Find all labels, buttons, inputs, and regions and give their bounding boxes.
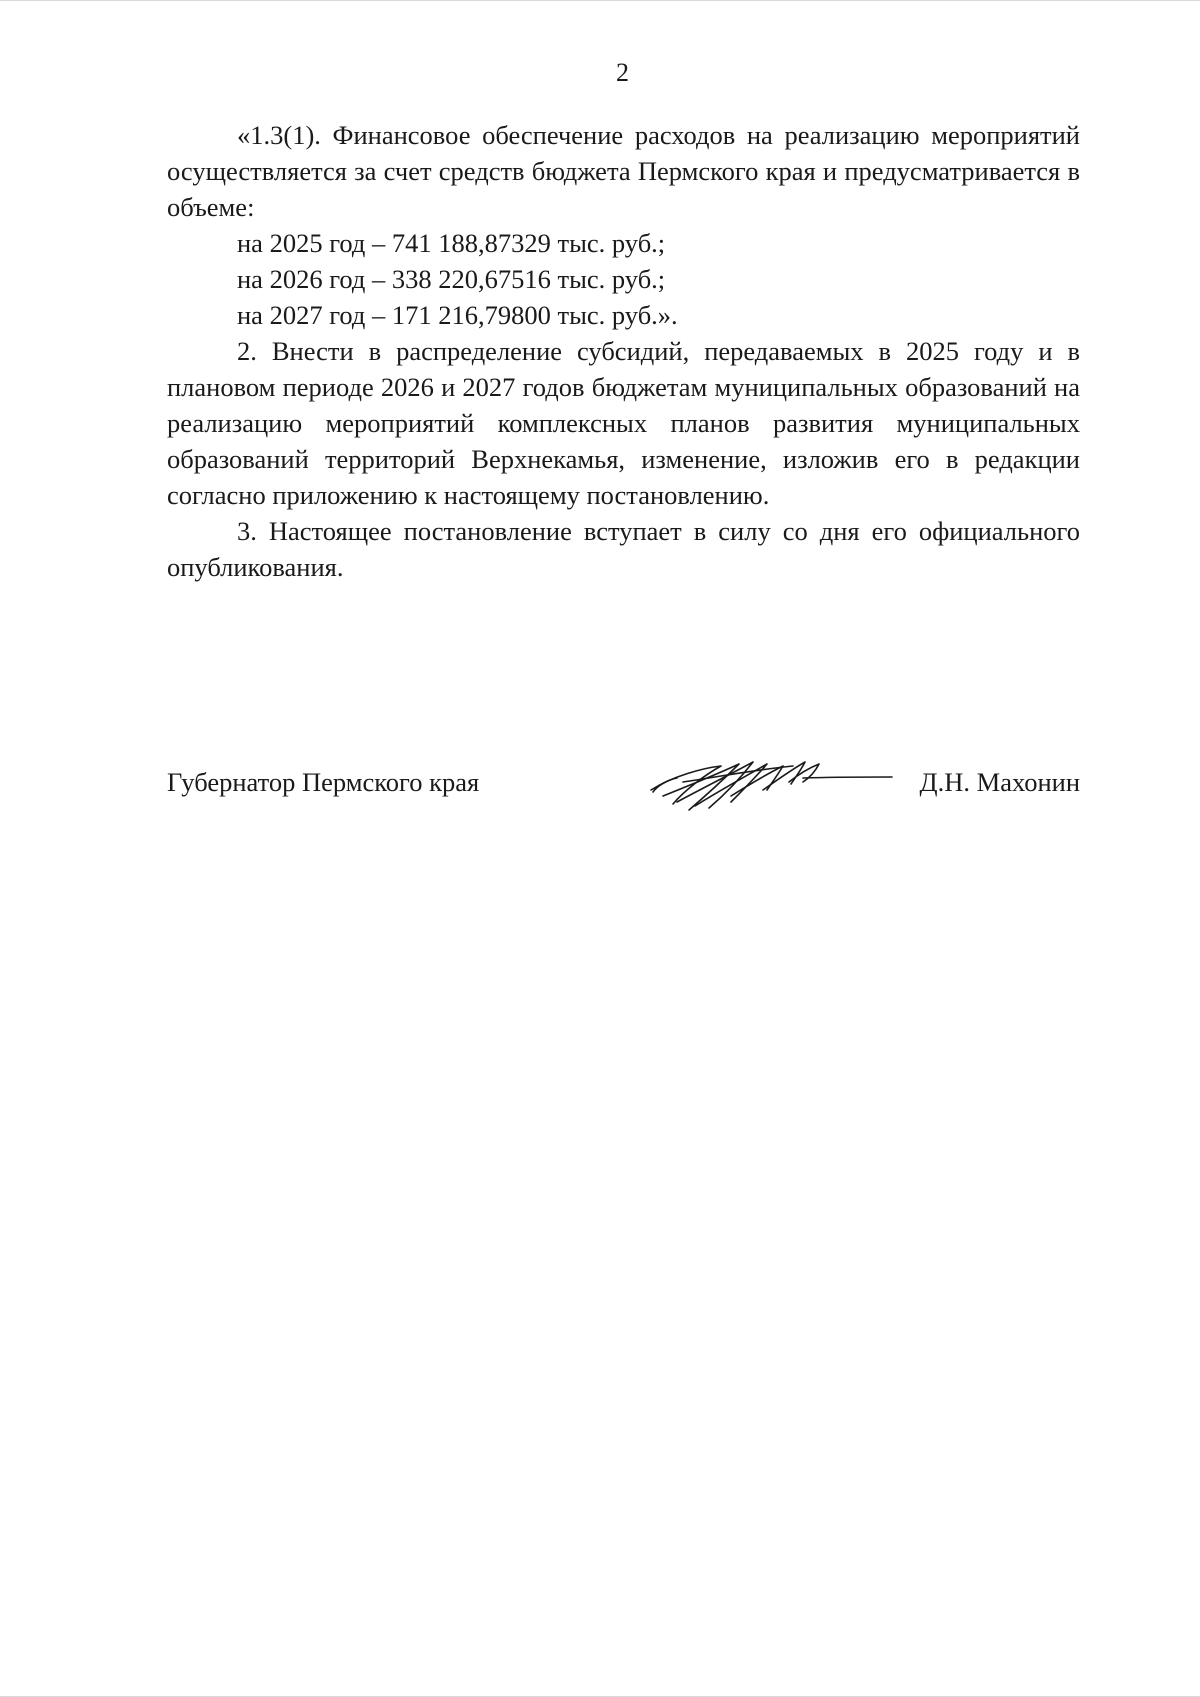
paragraph-2: 2. Внести в распределение субсидий, передаваемых в 2025 году и в плановом периоде 2026 и 2027 годов бюджетам муниципальных образований на реализацию мероприятий комплексных планов развития муниципальных образований территорий Верхнекамья, изменение, изложив его в редакции согласно приложению к настоящему постановлению. xyxy=(167,336,1080,510)
page-number: 2 xyxy=(616,58,629,87)
signatory-position: Губернатор Пермского края xyxy=(167,767,480,797)
document-body xyxy=(167,117,1080,585)
funding-line-2026: на 2026 год – 338 220,67516 тыс. руб.; xyxy=(237,264,666,294)
paragraph-1-3-1: «1.3(1). Финансовое обеспечение расходов на реализацию мероприятий осуществляется за счет средств бюджета Пермского края и предусматривается в объеме: xyxy=(167,120,1080,222)
signatory-name: Д.Н. Махонин xyxy=(919,767,1080,797)
funding-line-2027: на 2027 год – 171 216,79800 тыс. руб.». xyxy=(237,300,678,330)
funding-line-2025: на 2025 год – 741 188,87329 тыс. руб.; xyxy=(237,228,666,258)
signature-block xyxy=(167,767,1080,807)
paragraph-3: 3. Настоящее постановление вступает в силу со дня его официального опубликования. xyxy=(167,516,1080,582)
handwritten-signature xyxy=(643,746,893,816)
